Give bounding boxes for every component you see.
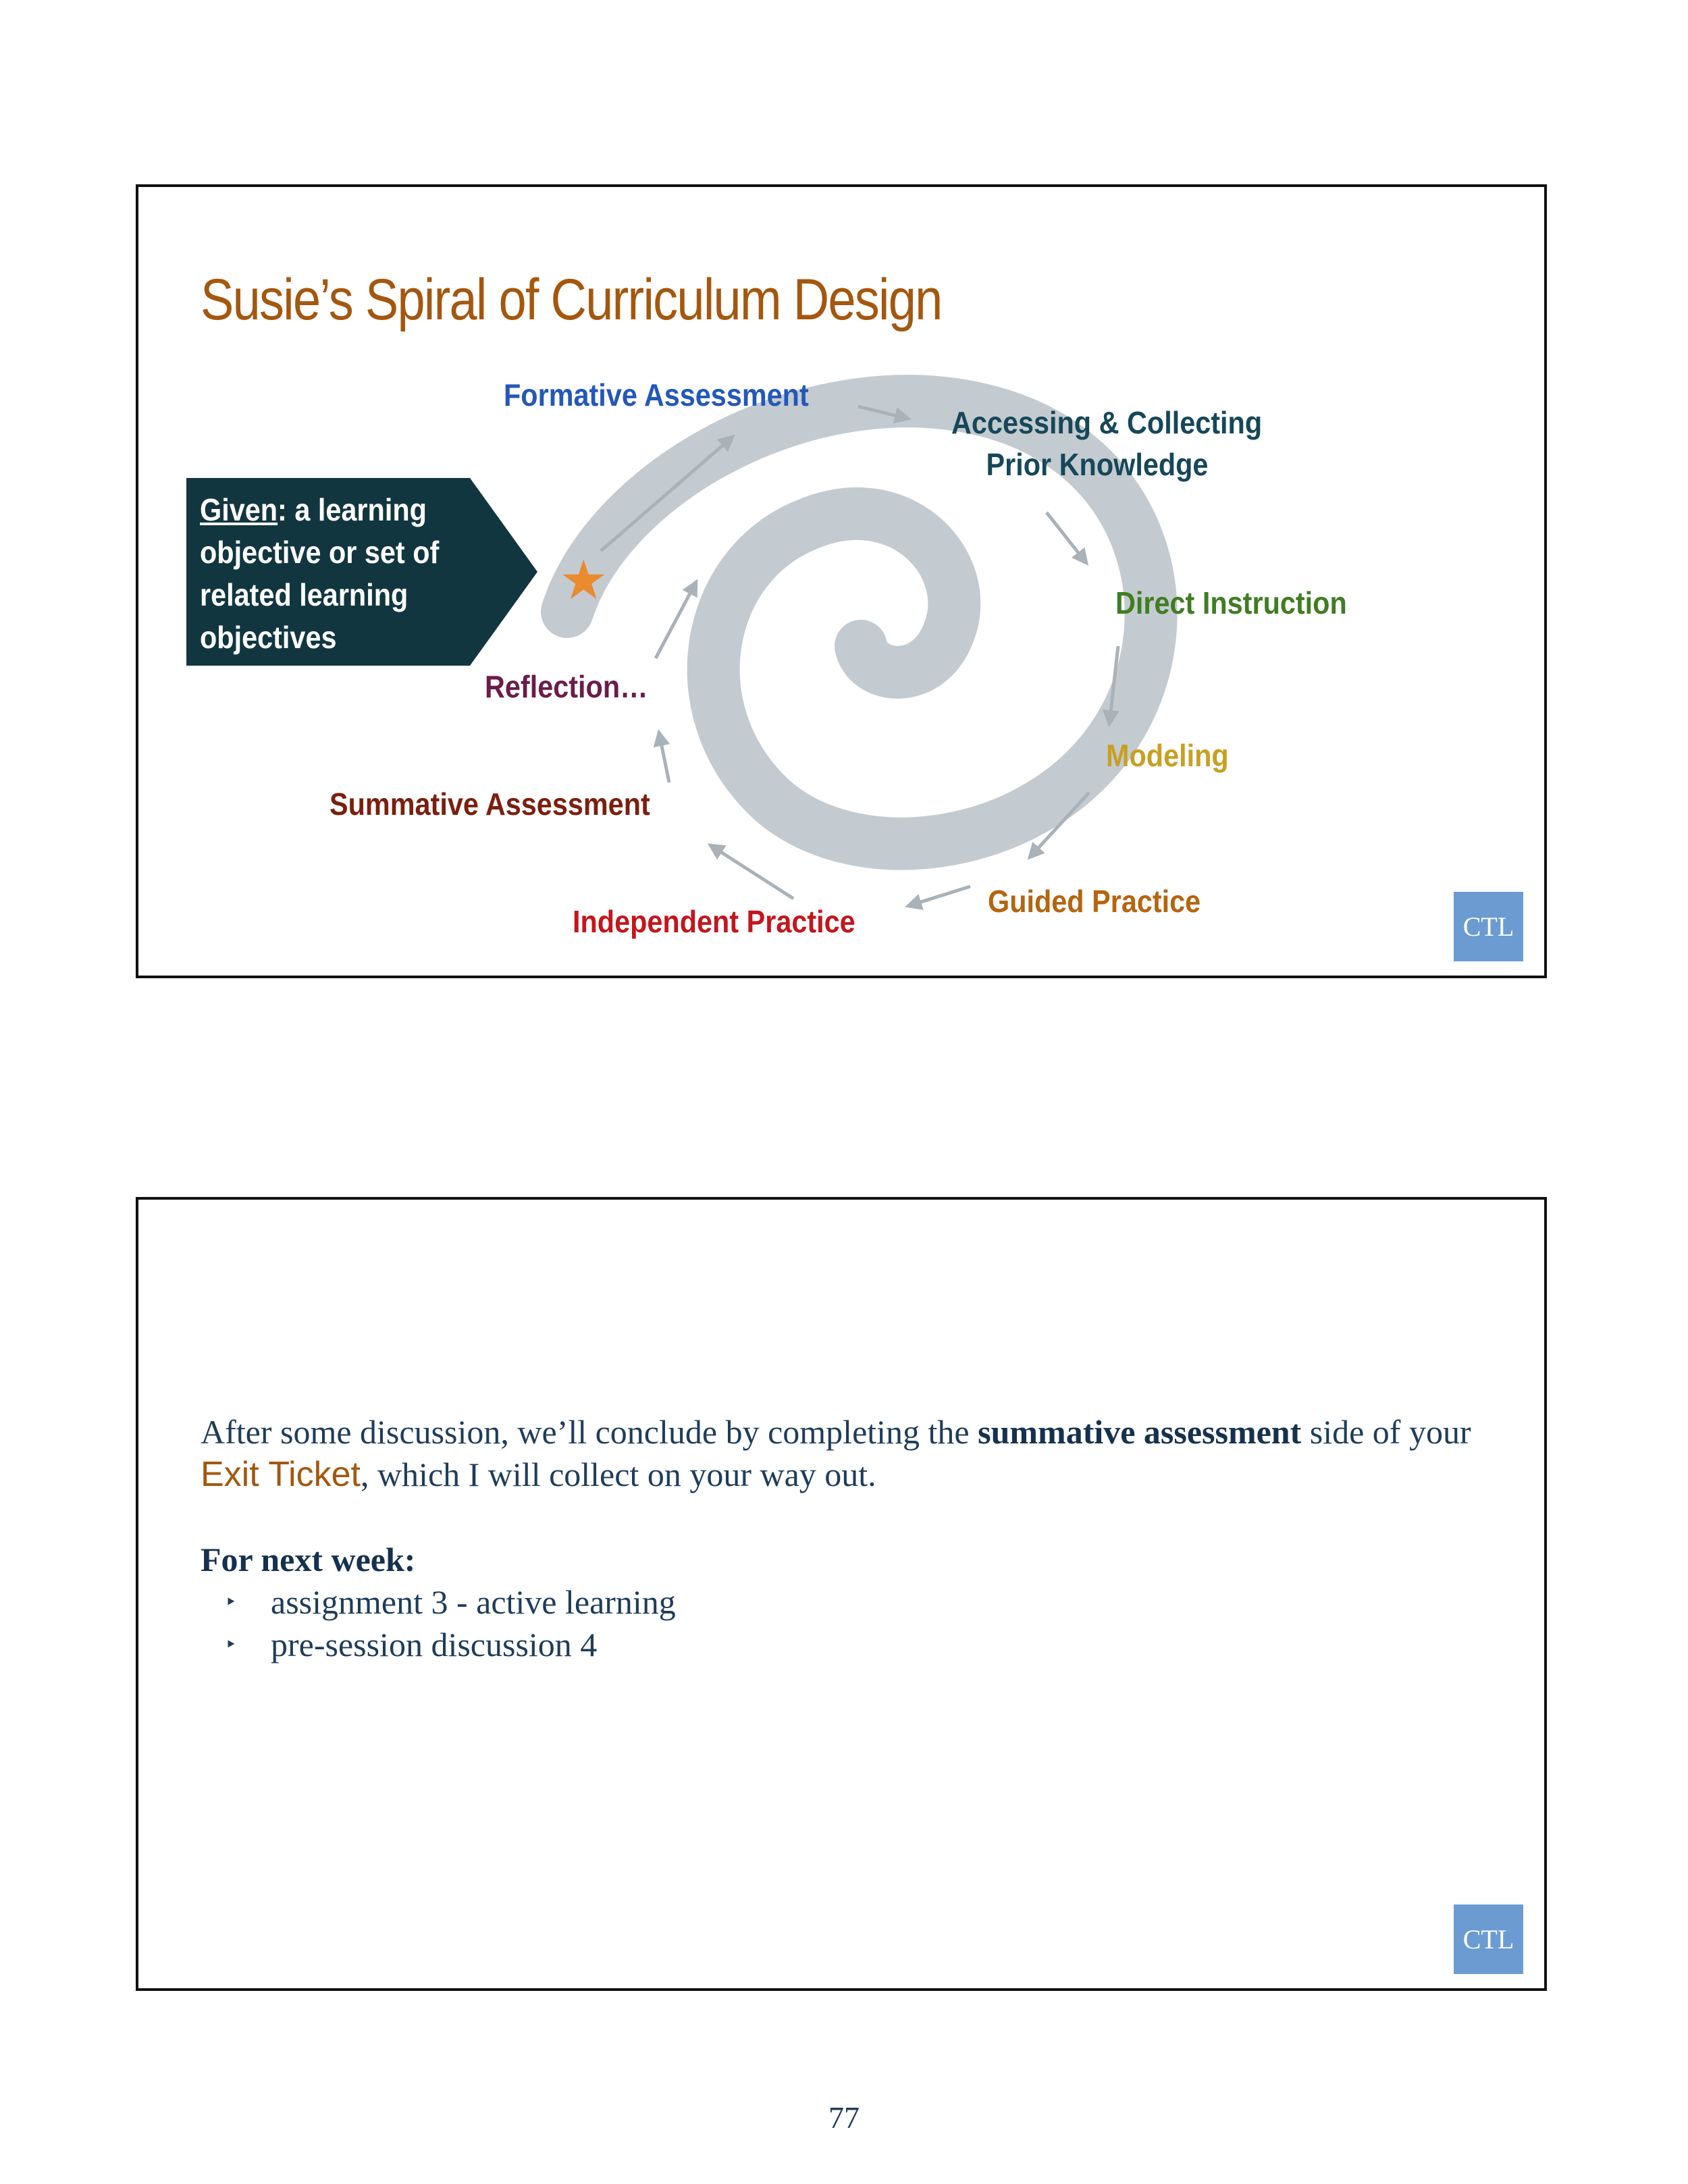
step-accessing-line2: Prior Knowledge [986,447,1209,482]
slide-title: Susie’s Spiral of Curriculum Design [201,267,942,332]
step-formative-assessment: Formative Assessment [504,377,809,412]
step-modeling: Modeling [1106,738,1229,773]
closing-text-part2: side of your [1301,1413,1471,1451]
step-summative-assessment: Summative Assessment [329,787,650,822]
given-label: Given [200,492,278,527]
arrow-6 [908,886,970,906]
list-item [201,1581,1483,1624]
bullet-icon: ‣ [225,1634,237,1656]
bullet-icon: ‣ [225,1591,237,1614]
step-accessing-line1: Accessing & Collecting [951,405,1263,440]
given-callout [186,478,537,666]
closing-text-part1: After some discussion, we’ll conclude by completing the [201,1413,978,1451]
step-guided-practice: Guided Practice [988,884,1201,919]
step-reflection: Reflection… [485,669,648,704]
step-accessing-prior-knowledge [951,404,1263,483]
ctl-badge: CTL [1454,1905,1523,1974]
closing-paragraph [201,1411,1483,1496]
arrow-7 [710,845,793,899]
next-week-list [201,1581,1483,1666]
list-item [201,1624,1483,1666]
closing-text-part3: , which I will collect on your way out. [360,1456,876,1493]
given-rest: : a learning objective or set of related learning objectives [200,492,440,655]
step-independent-practice: Independent Practice [573,904,855,939]
exit-ticket-label: Exit Ticket [201,1455,361,1494]
given-text [200,489,455,659]
arrow-3 [1047,512,1086,563]
list-item-text: assignment 3 - active learning [271,1583,676,1621]
ctl-badge: CTL [1454,892,1523,961]
next-week-heading: For next week: [201,1541,416,1578]
list-item-text: pre-session discussion 4 [271,1626,598,1663]
summative-assessment-emphasis: summative assessment [978,1413,1302,1451]
arrow-8 [659,733,669,782]
closing-text [201,1411,1483,1666]
step-direct-instruction: Direct Instruction [1115,585,1347,620]
slide-spiral [136,184,1547,978]
page-number: 77 [828,2100,860,2135]
slide-closing [136,1197,1547,1991]
star-icon: ★ [562,554,606,608]
